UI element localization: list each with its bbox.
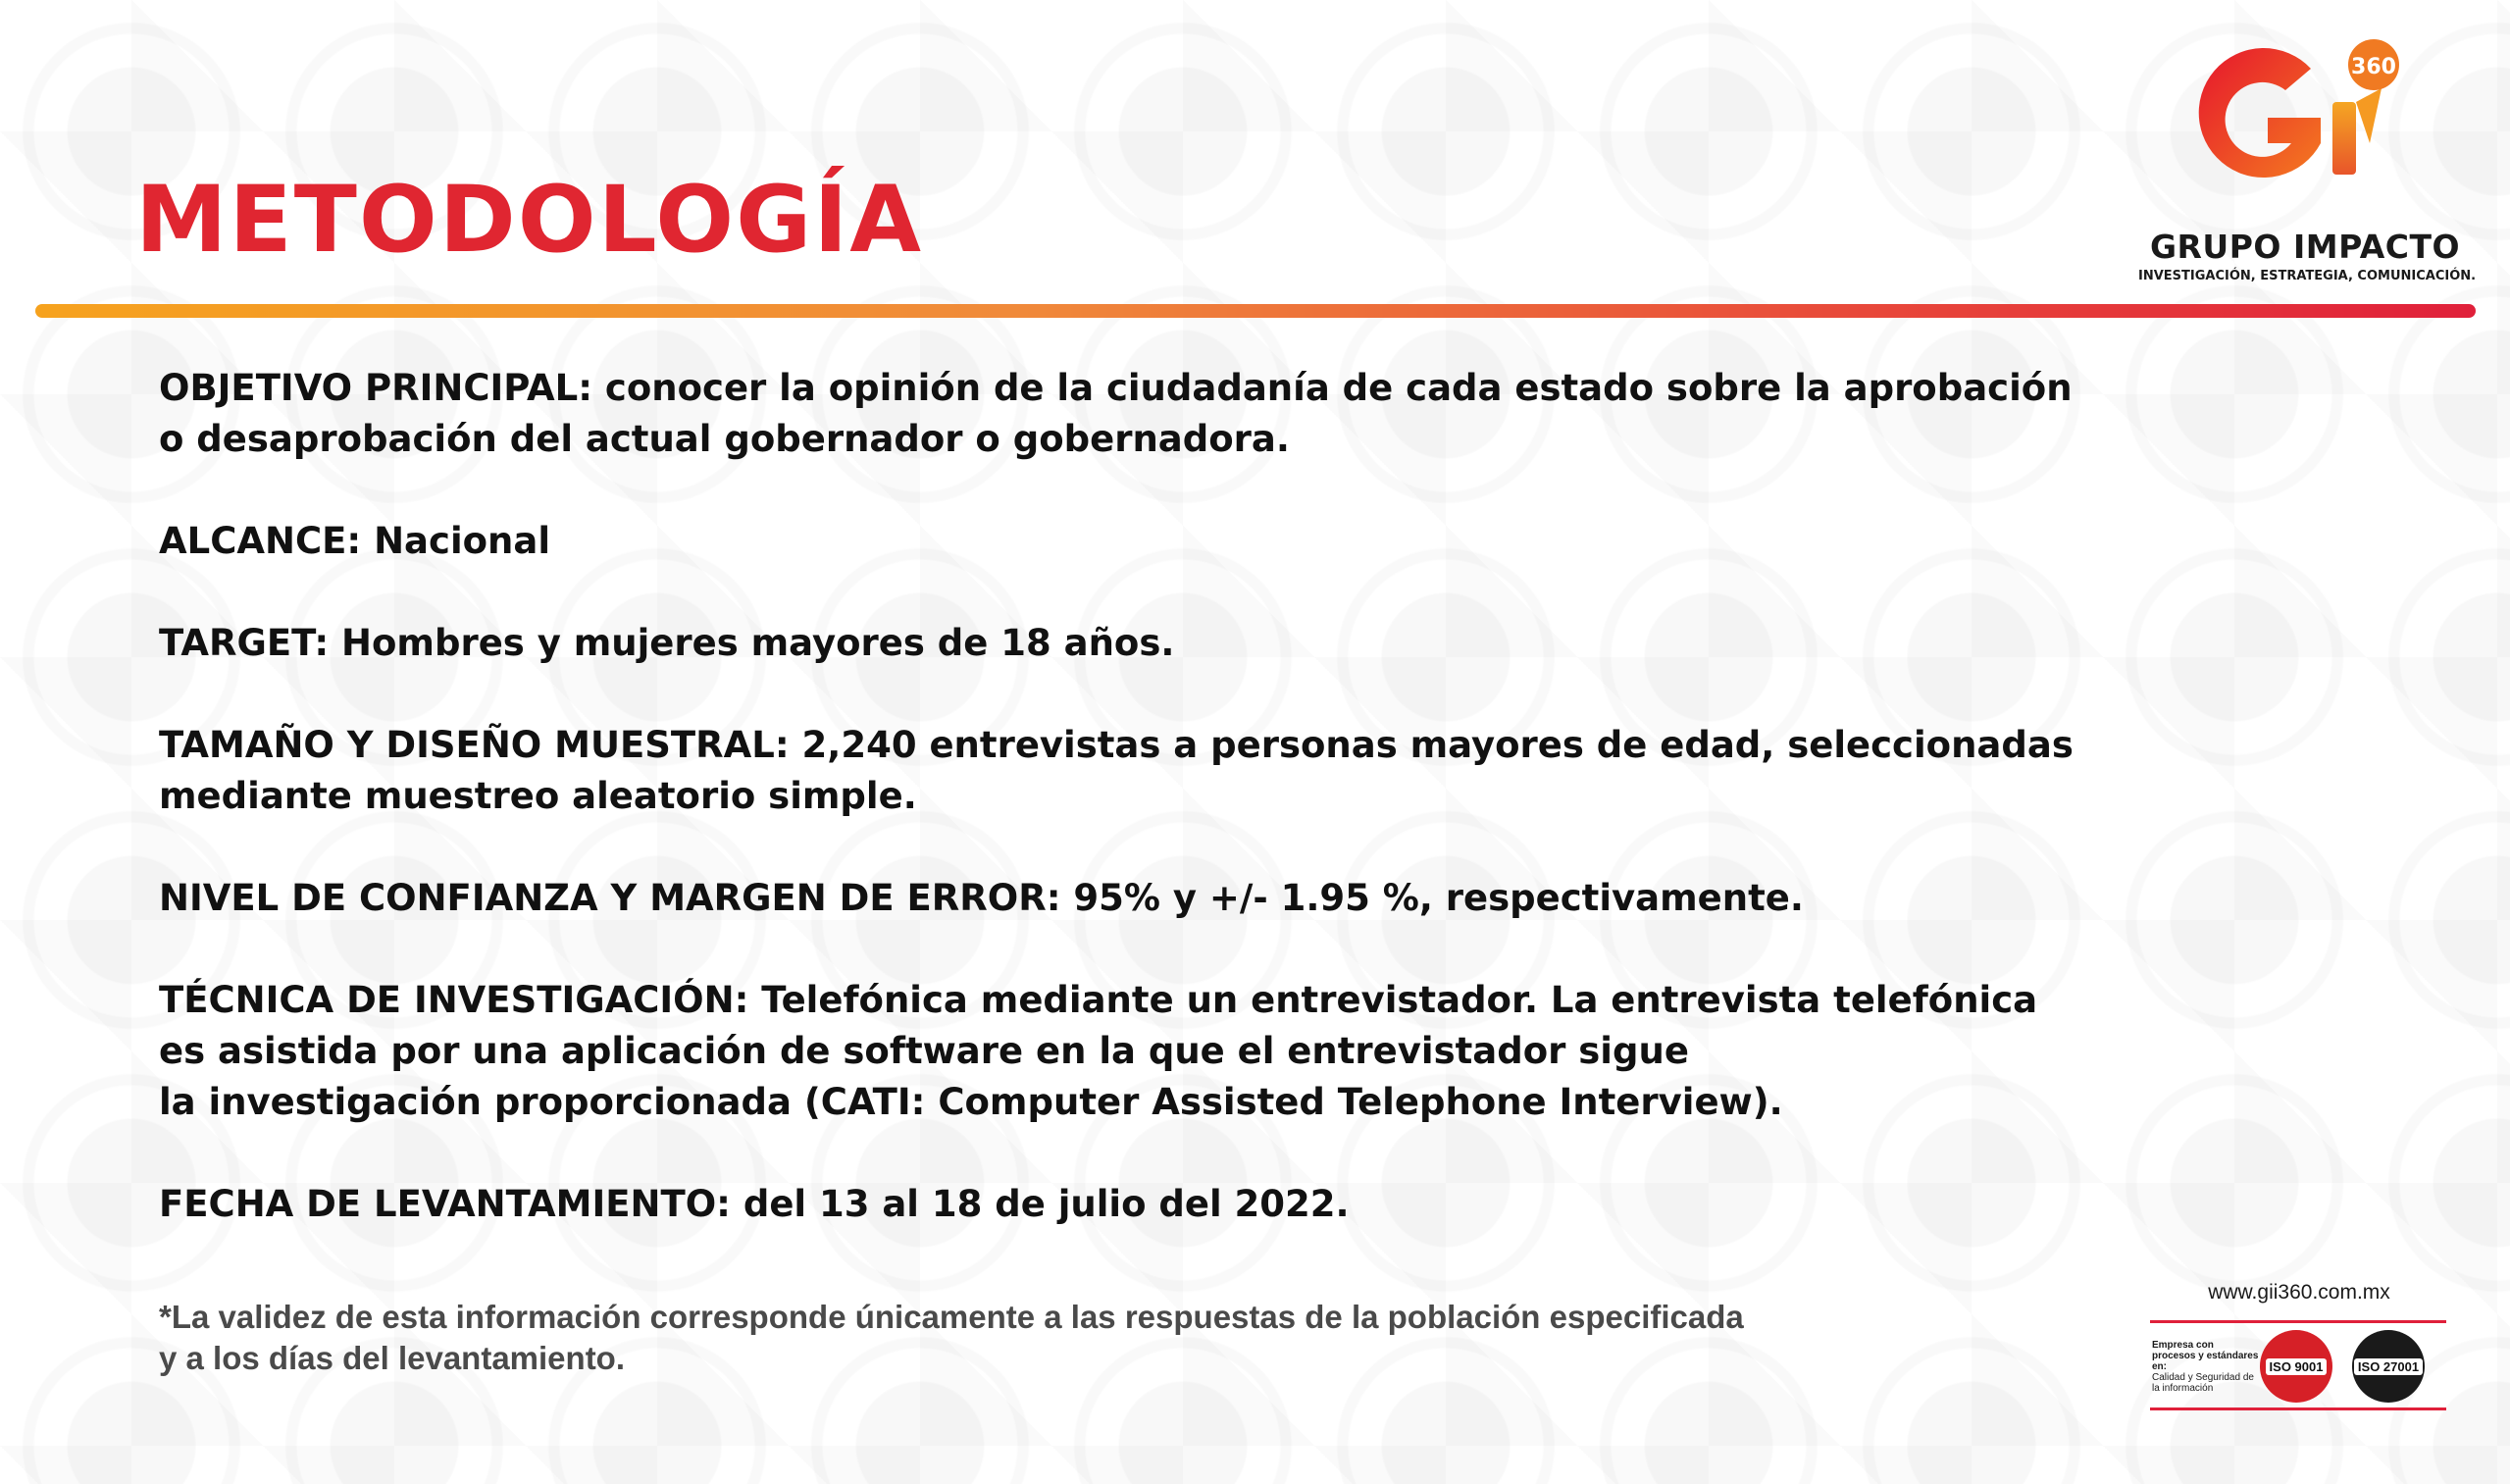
target (159, 618, 2121, 669)
methodology-content (159, 363, 2121, 1281)
cert-bottom-rule (2150, 1407, 2446, 1410)
tamano-diseno-muestral (159, 720, 2121, 822)
header-divider (35, 304, 2476, 318)
brand-name: GRUPO IMPACTO (2149, 228, 2461, 266)
tecnica-line: TÉCNICA DE INVESTIGACIÓN: Telefónica mediante un entrevistador. La entrevista telefónica (159, 979, 2038, 1021)
fecha-line: FECHA DE LEVANTAMIENTO: del 13 al 18 de julio del 2022. (159, 1183, 1350, 1225)
nivel-confianza (159, 873, 2121, 924)
objetivo-line: OBJETIVO PRINCIPAL: conocer la opinión de la ciudadanía de cada estado sobre la aprobación (159, 367, 2073, 409)
certifications-panel (2150, 1320, 2446, 1410)
tamano-line: mediante muestreo aleatorio simple. (159, 775, 917, 817)
objetivo-principal (159, 363, 2121, 465)
iso-9001-badge-icon (2260, 1330, 2332, 1403)
logo-badge-text: 360 (2351, 55, 2396, 79)
fecha-levantamiento (159, 1179, 2121, 1230)
validity-footnote (159, 1297, 1744, 1379)
iso-27001-label: ISO 27001 (2354, 1358, 2423, 1375)
tecnica-line: es asistida por una aplicación de software en la que el entrevistador sigue (159, 1030, 1689, 1072)
cert-heading: Empresa con procesos y estándares en: (2152, 1340, 2259, 1372)
footnote-line: *La validez de esta información corresponde únicamente a las respuestas de la población especificada (159, 1299, 1744, 1335)
website-link[interactable]: www.gii360.com.mx (2208, 1281, 2390, 1304)
cert-subtext: Calidad y Seguridad de la información (2152, 1372, 2254, 1394)
cert-description (2152, 1340, 2260, 1394)
alcance-line: ALCANCE: Nacional (159, 520, 551, 562)
target-line: TARGET: Hombres y mujeres mayores de 18 años. (159, 622, 1175, 664)
brand-tagline: INVESTIGACIÓN, ESTRATEGIA, COMUNICACIÓN. (2138, 269, 2477, 283)
tecnica-line: la investigación proporcionada (CATI: Computer Assisted Telephone Interview). (159, 1081, 1783, 1123)
tecnica-investigacion (159, 975, 2121, 1128)
confianza-line: NIVEL DE CONFIANZA Y MARGEN DE ERROR: 95% y +/- 1.95 %, respectivamente. (159, 877, 1804, 919)
grupo-impacto-logo (2138, 35, 2477, 290)
tamano-line: TAMAÑO Y DISEÑO MUESTRAL: 2,240 entrevistas a personas mayores de edad, seleccionadas (159, 724, 2074, 766)
footnote-line: y a los días del levantamiento. (159, 1340, 626, 1376)
cert-top-rule (2150, 1320, 2446, 1323)
gi-logo-mark-icon (2177, 35, 2413, 212)
iso-9001-label: ISO 9001 (2266, 1358, 2328, 1375)
alcance (159, 516, 2121, 567)
objetivo-line: o desaprobación del actual gobernador o gobernadora. (159, 418, 1290, 460)
page-title: METODOLOGÍA (135, 167, 924, 274)
iso-27001-badge-icon (2352, 1330, 2425, 1403)
